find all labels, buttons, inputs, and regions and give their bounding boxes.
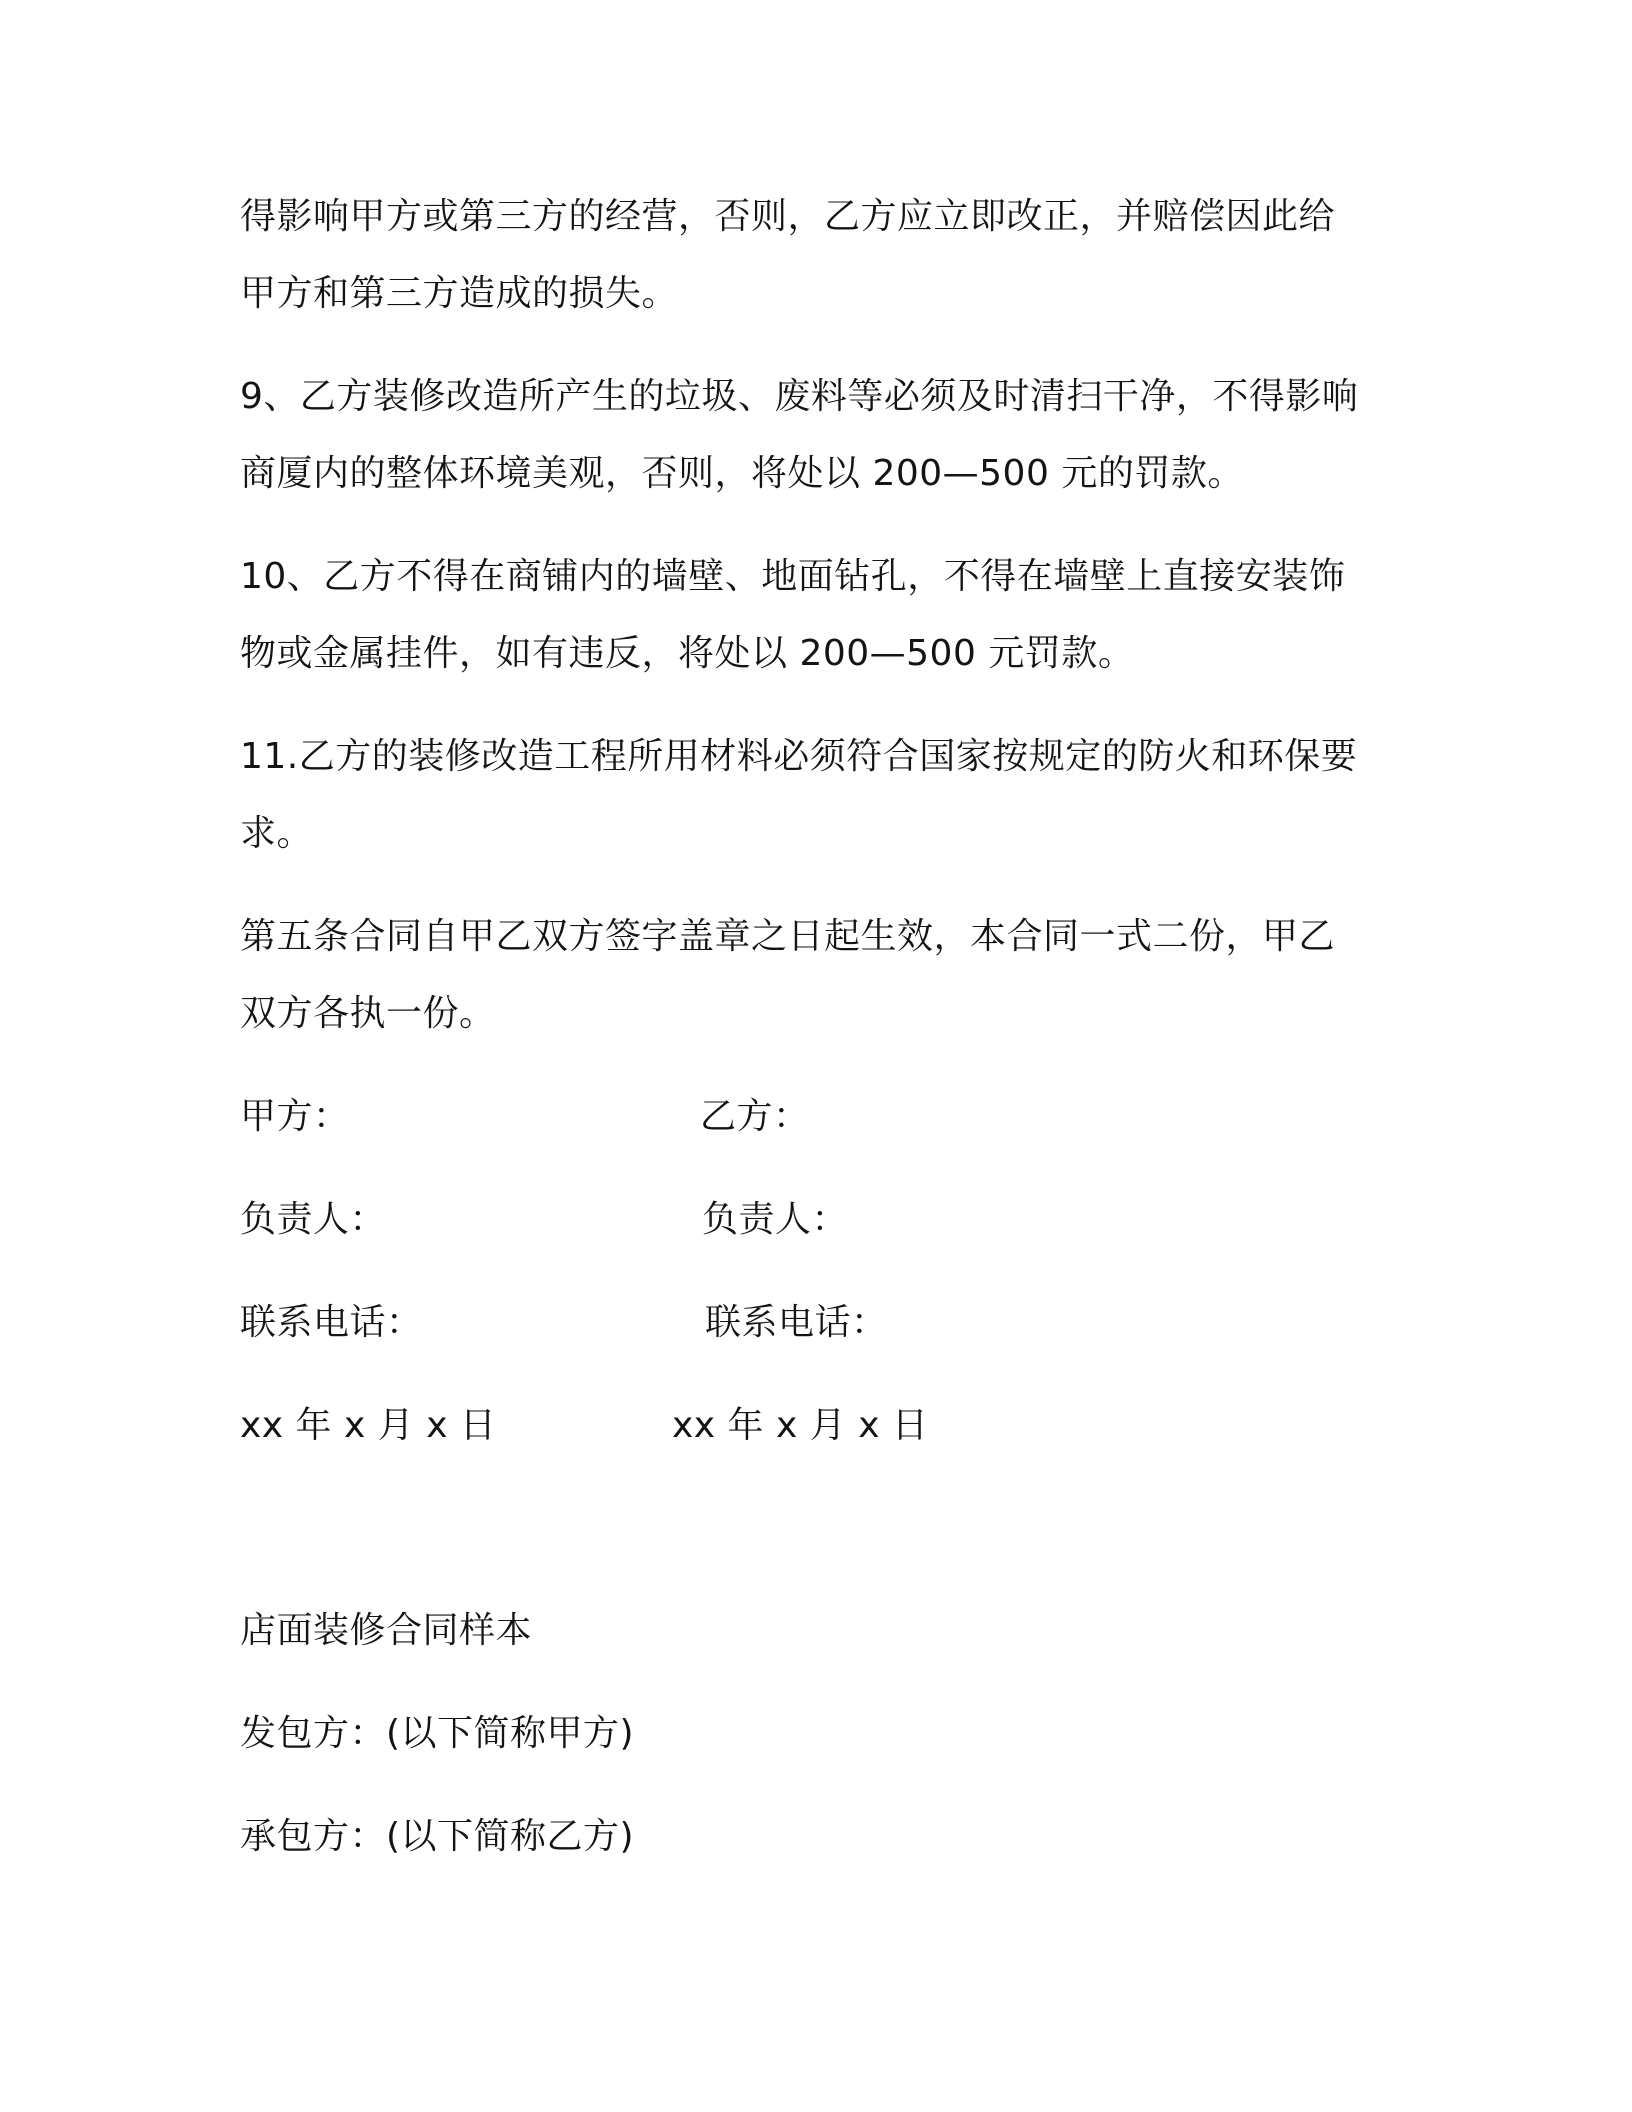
party-b-label: 乙方： bbox=[700, 1096, 810, 1137]
party-b-date: xx 年 x 月 x 日 bbox=[672, 1405, 929, 1446]
party-a-leader-label: 负责人： bbox=[240, 1199, 387, 1240]
clause-10-line: 10、乙方不得在商铺内的墙壁、地面钻孔，不得在墙壁上直接安装饰 bbox=[240, 556, 1346, 597]
contractor-label: 承包方：(以下简称乙方) bbox=[240, 1816, 635, 1857]
employer-label: 发包方：(以下简称甲方) bbox=[240, 1713, 635, 1754]
paragraph-line: 甲方和第三方造成的损失。 bbox=[240, 273, 679, 314]
party-a-phone-label: 联系电话： bbox=[240, 1302, 423, 1343]
clause-10-line: 物或金属挂件，如有违反，将处以 200—500 元罚款。 bbox=[240, 633, 1135, 674]
clause-11-line: 11.乙方的装修改造工程所用材料必须符合国家按规定的防火和环保要 bbox=[240, 736, 1358, 777]
clause-11-line: 求。 bbox=[240, 813, 314, 854]
clause-9-line: 9、乙方装修改造所产生的垃圾、废料等必须及时清扫干净，不得影响 bbox=[240, 376, 1359, 417]
party-a-date: xx 年 x 月 x 日 bbox=[240, 1405, 497, 1446]
clause-9-line: 商厦内的整体环境美观，否则，将处以 200—500 元的罚款。 bbox=[240, 453, 1244, 494]
party-b-phone-label: 联系电话： bbox=[705, 1302, 888, 1343]
next-contract-title: 店面装修合同样本 bbox=[240, 1610, 533, 1651]
article-5-line: 第五条合同自甲乙双方签字盖章之日起生效，本合同一式二份，甲乙 bbox=[240, 916, 1336, 957]
article-5-line: 双方各执一份。 bbox=[240, 993, 496, 1034]
party-b-leader-label: 负责人： bbox=[702, 1199, 849, 1240]
paragraph-line: 得影响甲方或第三方的经营，否则，乙方应立即改正，并赔偿因此给 bbox=[240, 196, 1336, 237]
party-a-label: 甲方： bbox=[240, 1096, 350, 1137]
